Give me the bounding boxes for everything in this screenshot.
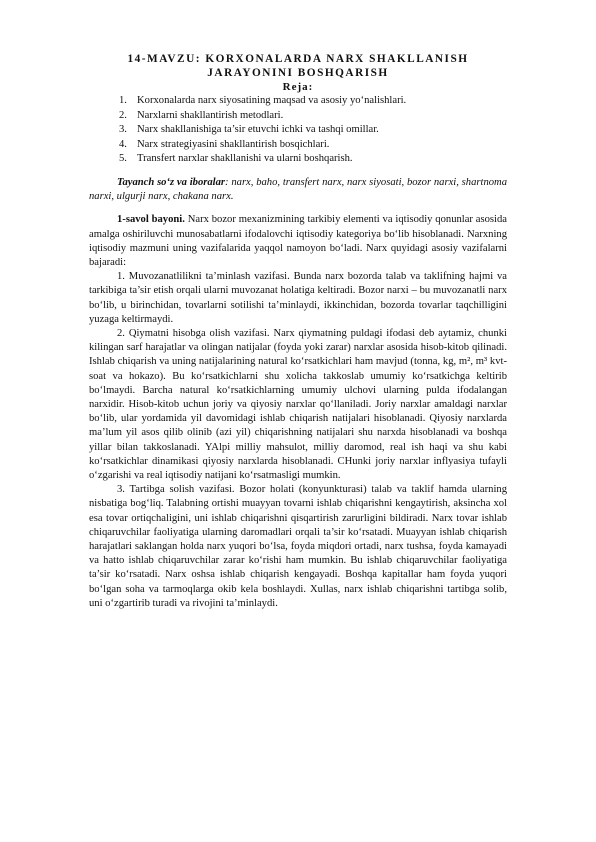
- keywords-paragraph: [89, 176, 507, 204]
- plan-heading: Reja:: [282, 81, 314, 93]
- plan-item-text: Narx strategiyasini shakllantirish bosqichlari.: [137, 138, 330, 150]
- plan-item: [119, 138, 507, 153]
- plan-item-text: Korxonalarda narx siyosatining maqsad va asosiy yo‘nalishlari.: [137, 95, 407, 106]
- plan-item-number: 2.: [119, 109, 127, 121]
- plan-item: [119, 152, 507, 167]
- plan-item-number: 3.: [119, 124, 127, 136]
- question-1-text: Narx bozor mexanizmining tarkibiy elementi va iqtisodiy qonunlar asosida amalga oshiriluvchi munosabatlarni ifodalovchi iqtisodiy kategoriya bo‘lib hisoblanadi. Narxning iqtisodiy mazmuni uning vazifalarida yaqqol namoyon bo‘ladi. Narx quyidagi asosiy vazifalarni bajaradi:: [89, 214, 507, 268]
- document-page: [89, 52, 507, 611]
- plan-item-number: 1.: [119, 95, 127, 106]
- title-line-2: JARAYONINI BOSHQARISH: [207, 67, 389, 79]
- function-paragraph-2: 2. Qiymatni hisobga olish vazifasi. Narx qiymatning puldagi ifodasi deb aytamiz, chunki kilingan sarf harajatlar va olingan natijalar (foyda yoki zarar) narxlar asosida hisob-kitob qilinadi. Ishlab chiqarish va uning natijalarining natural ko‘rsatkichlari ham mavjud (tonna, kg, m², m³ kvt-soat va hokazo). Bu ko‘rsatkichlarni shu xolicha takkoslab umumiy ko‘rsatkichga keltirib bo‘lmaydi. Barcha natural ko‘rsatkichlarning umumiy ulchovi ularning pulda ifodalangan narxidir. Hisob-kitob uchun joriy va qiyosiy narxlar qo‘llaniladi. Joriy narxlar amaldagi narxlar bo‘lib, ular yordamida yil davomidagi ishlab chiqarish natijalari hisoblanadi. Qiyosiy narxlarda ma’lum yil asos qilib olinib (azi yil) chiqarishning natijalari shu narxda hisoblanadi va boshqa yillar bilan takkoslanadi. YAlpi milliy mahsulot, milliy daromod, real ish haqi va shu kabi ko‘rsatkichlar dinamikasi qiyosiy narxlarda hisoblanadi. CHunki joriy narxlar inflyasiya tufayli o‘zgarishi va real iqtisodiy natijani ko‘rsatmasligi mumkin.: [89, 328, 507, 482]
- plan-item-text: Transfert narxlar shakllanishi va ularni boshqarish.: [137, 153, 353, 165]
- plan-item: [119, 109, 507, 124]
- plan-item-text: Narxlarni shakllantirish metodlari.: [137, 109, 284, 121]
- document-title: [89, 52, 507, 80]
- keywords-label: Tayanch so‘z va iboralar: [117, 176, 226, 188]
- plan-item-number: 5.: [119, 153, 127, 165]
- plan-list: [89, 94, 507, 167]
- function-paragraph-1: 1. Muvozanatlilikni ta’minlash vazifasi. Bunda narx bozorda talab va taklifning hajmi va tarkibiga ta’sir etish orqali ularni muvozanat holatiga keltiradi. Bozor narxi – bu muvozanatli narx bo‘lib, u birinchidan, tovarlarni sotilishi ta’minlaydi, ikkinchidan, bozorda tovarlar taqchilligini yuzaga keltirmaydi.: [89, 271, 507, 325]
- question-1-label: 1-savol bayoni.: [117, 214, 185, 226]
- keywords-text: : narx, baho, transfert narx, narx siyosati, bozor narxi, shartnoma narxi, ulgurji narx, chakana narx.: [89, 176, 507, 203]
- question-1-paragraph: [89, 213, 507, 270]
- plan-item: [119, 123, 507, 138]
- plan-item-text: Narx shakllanishiga ta’sir etuvchi ichki va tashqi omillar.: [137, 124, 379, 136]
- plan-item-number: 4.: [119, 138, 127, 150]
- plan-item: [119, 94, 507, 109]
- function-paragraph-3: 3. Tartibga solish vazifasi. Bozor holati (konyunkturasi) talab va taklif hamda ularning nisbatiga bog‘liq. Talabning ortishi muayyan tovarni ishlab chiqarishni kengaytirish, aksincha xol esa tovar ortiqchaligini, uni ishlab chiqarishni qisqartirish zarurligini bildiradi. Narx tovar ishlab chiqaruvchilar faoliyatiga ularning daromadlari orqali ta’sir ko‘rsatadi. Muayyan ishlab chiqarish harajatlari saklangan holda narx yuqori bo‘lsa, foyda miqdori ortadi, narx tushsa, foyda kamayadi va hatto ishlab chiqaruvchilar zarar ko‘rishi ham mumkin. Bu ishlab chiqaruvchilar faoliyatiga ta’sir ko‘rsatadi. Narx oshsa ishlab chiqarish kengayadi. Boshqa kapitallar ham foyda yuqori bo‘lgan soha va tarmoqlarga okib kela boshlaydi. Xullas, narx ishlab chiqarishni tartibga solib, uni o‘zgartirib turadi va rivojini ta’minlaydi.: [89, 484, 507, 609]
- title-line-1: 14-MAVZU: KORXONALARDA NARX SHAKLLANISH: [127, 53, 469, 65]
